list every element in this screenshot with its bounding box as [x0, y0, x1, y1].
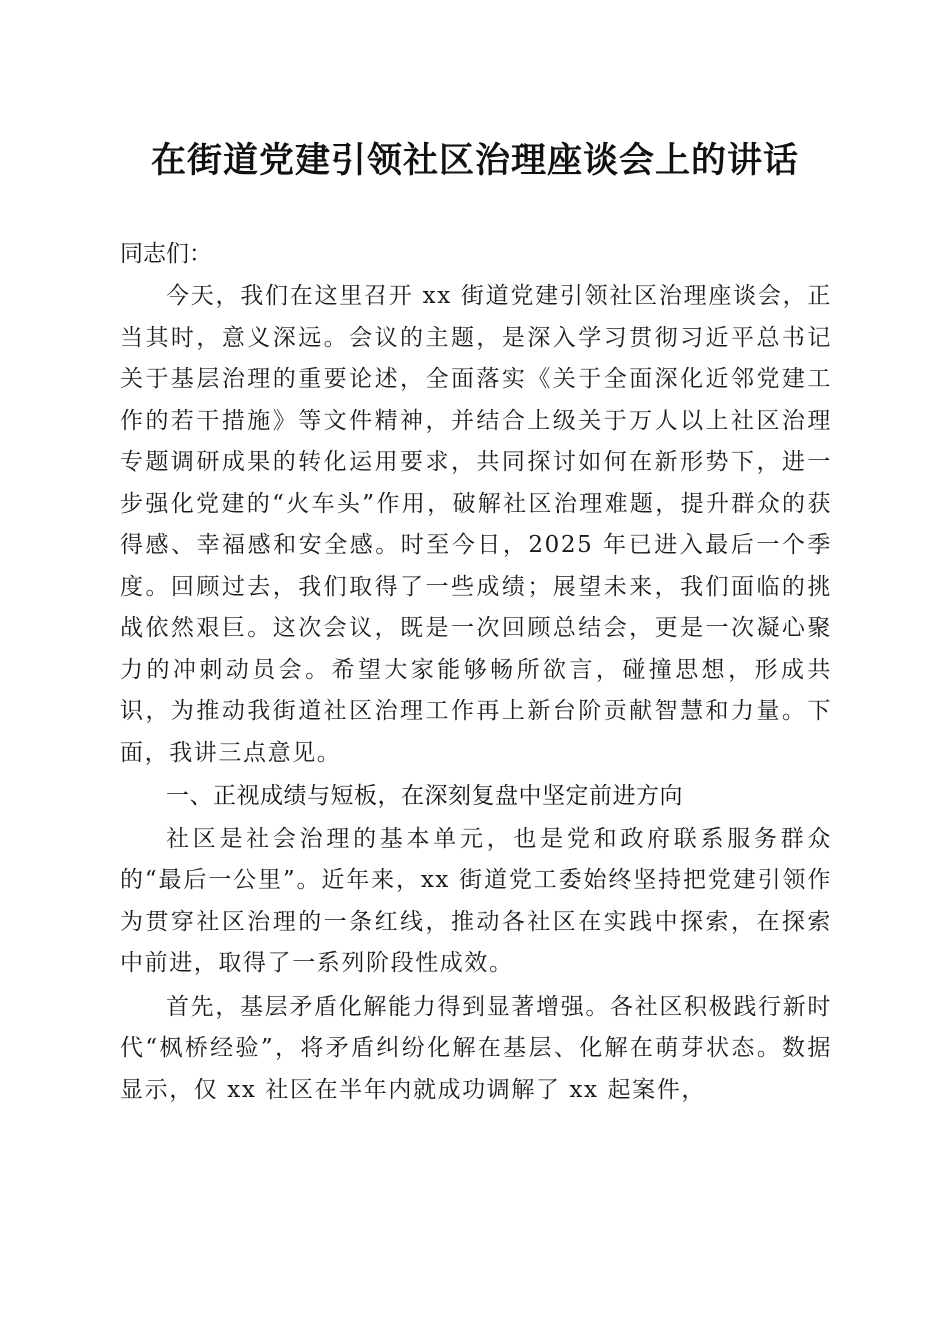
intro-paragraph: 今天，我们在这里召开 xx 街道党建引领社区治理座谈会，正当其时，意义深远。会议的主题，是深入学习贯彻习近平总书记关于基层治理的重要论述，全面落实《关于全面深化近邻党建工作的若干措施》等文件精神，并结合上级关于万人以上社区治理专题调研成果的转化运用要求，共同探讨如何在新形势下，进一步强化党建的“火车头”作用，破解社区治理难题，提升群众的获得感、幸福感和安全感。时至今日，2025 年已进入最后一个季度。回顾过去，我们取得了一些成绩；展望未来，我们面临的挑战依然艰巨。这次会议，既是一次回顾总结会，更是一次凝心聚力的冲刺动员会。希望大家能够畅所欲言，碰撞思想，形成共识，为推动我街道社区治理工作再上新台阶贡献智慧和力量。下面，我讲三点意见。	[120, 283, 832, 766]
document-title: 在街道党建引领社区治理座谈会上的讲话	[150, 140, 799, 181]
document-body	[120, 276, 832, 1111]
section-paragraph-1: 社区是社会治理的基本单元，也是党和政府联系服务群众的“最后一公里”。近年来，xx 街道党工委始终坚持把党建引领作为贯穿社区治理的一条红线，推动各社区在实践中探索，在探索中前进，取得了一系列阶段性成效。	[120, 825, 832, 976]
salutation: 同志们：	[120, 241, 212, 267]
section-heading: 一、正视成绩与短板，在深刻复盘中坚定前进方向	[166, 783, 683, 809]
section-paragraph-2: 首先，基层矛盾化解能力得到显著增强。各社区积极践行新时代“枫桥经验”，将矛盾纠纷化解在基层、化解在萌芽状态。数据显示，仅 xx 社区在半年内就成功调解了 xx 起案件，	[120, 993, 832, 1103]
